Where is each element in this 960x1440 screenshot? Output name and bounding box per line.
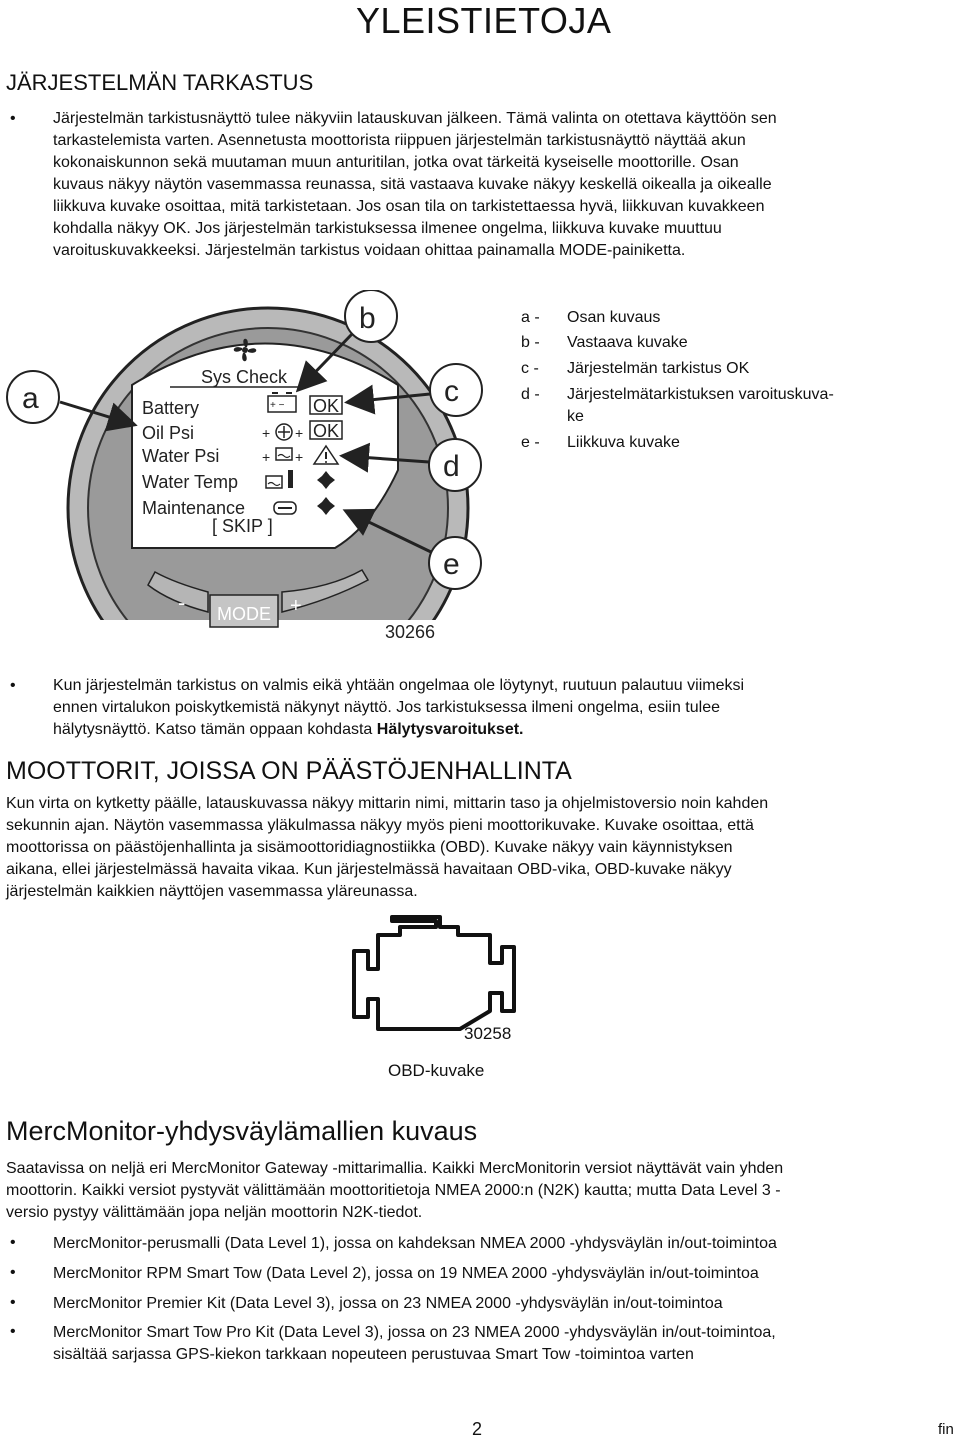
figure-number: 30266 xyxy=(385,622,436,642)
callout-label: e xyxy=(443,548,460,581)
mode-button[interactable] xyxy=(210,595,278,627)
legend-text: Järjestelmän tarkistus OK xyxy=(567,360,750,377)
legend-key: c - xyxy=(521,360,539,377)
paragraph-line: liikkuva kuvake osoittaa, mitä tarkistetaan. Jos osan tila on tarkistettaessa hyvä, liikkuvan kuvakkeen xyxy=(53,198,765,215)
sys-check-figure xyxy=(0,290,520,650)
row-water-temp: Water Temp xyxy=(142,472,239,492)
paragraph-line: Kun järjestelmän tarkistus on valmis eikä yhtään ongelmaa ole löytynyt, ruutuun palautuu viimeksi xyxy=(53,677,745,694)
paragraph-line: Saatavissa on neljä eri MercMonitor Gateway -mittarimallia. Kaikki MercMonitorin versiot näyttävät vain yhden xyxy=(6,1160,784,1177)
paragraph-line: tarkastelemista varten. Asennetusta moottorista riippuen järjestelmän tarkistusnäyttö näyttää akun xyxy=(53,132,746,149)
ok-badge-oil xyxy=(310,421,342,441)
row-oil-psi: Oil Psi xyxy=(142,423,195,443)
callout-label: d xyxy=(443,450,460,483)
paragraph-line: varoituskuvakkeeksi. Järjestelmän tarkistus voidaan ohittaa painamalla MODE-painiketta. xyxy=(53,242,686,259)
skip-label: [ SKIP ] xyxy=(212,516,273,536)
legend-key: a - xyxy=(521,309,540,326)
bullet-dot: • xyxy=(10,1294,16,1311)
paragraph-line xyxy=(53,719,744,741)
svg-text:+: + xyxy=(295,425,304,441)
bullet-dot: • xyxy=(10,1264,16,1281)
mercmonitor-bullet: MercMonitor RPM Smart Tow (Data Level 2), jossa on 19 NMEA 2000 -yhdysväylän in/out-toimintoa xyxy=(53,1265,759,1282)
paragraph-line: sekunnin ajan. Näytön vasemmassa yläkulmassa näkyy myös pieni moottorikuvake. Kuvake osoittaa, että xyxy=(6,817,754,834)
plus-label: + xyxy=(290,595,302,617)
mercmonitor-bullet: MercMonitor-perusmalli (Data Level 1), jossa on kahdeksan NMEA 2000 -yhdysväylän in/out-toimintoa xyxy=(53,1235,777,1252)
svg-text:+: + xyxy=(262,425,271,441)
emission-paragraph xyxy=(6,793,768,903)
ok-label: OK xyxy=(313,396,340,416)
paragraph-line: järjestelmän kaikkien näyttöjen vasemmassa yläreunassa. xyxy=(6,883,418,900)
paragraph-line: MercMonitor Smart Tow Pro Kit (Data Level 3), jossa on 23 NMEA 2000 -yhdysväylän in/out-toimintoa, xyxy=(53,1324,776,1341)
emission-heading: MOOTTORIT, JOISSA ON PÄÄSTÖJENHALLINTA xyxy=(6,757,572,785)
minus-label: - xyxy=(178,590,186,615)
legend-text: Liikkuva kuvake xyxy=(567,434,680,451)
ok-badge-battery xyxy=(310,396,342,416)
paragraph-line: aikana, ellei järjestelmässä havaita vikaa. Kun järjestelmässä havaitaan OBD-vika, OBD-kuvake näkyy xyxy=(6,861,732,878)
after-check-paragraph xyxy=(53,675,744,741)
mercmonitor-heading: MercMonitor-yhdysväylämallien kuvaus xyxy=(6,1116,478,1146)
paragraph-line: kuvaus näkyy näytön vasemmassa reunassa, sitä vastaava kuvake näkyy keskellä oikealla ja oikealle xyxy=(53,176,772,193)
paragraph-line: ennen virtalukon poiskytkemistä näkynyt näyttö. Jos tarkistuksessa ilmeni ongelma, esiin tulee xyxy=(53,699,720,716)
page-number: 2 xyxy=(472,1419,483,1439)
mercmonitor-bullet: MercMonitor Premier Kit (Data Level 3), jossa on 23 NMEA 2000 -yhdysväylän in/out-toimintoa xyxy=(53,1295,723,1312)
paragraph-line: kohdalla näkyy OK. Jos järjestelmän tarkistuksessa ilmenee ongelma, liikkuva kuvake muuttuu xyxy=(53,220,722,237)
paragraph-line: versio pystyy välittämään jopa neljän moottorin N2K-tiedot. xyxy=(6,1204,423,1221)
legend-text: Järjestelmätarkistuksen varoituskuva- xyxy=(567,386,834,403)
row-maintenance: Maintenance xyxy=(142,498,246,518)
obd-figure-number: 30258 xyxy=(464,1024,512,1043)
mercmonitor-bullet xyxy=(53,1322,776,1366)
svg-text:+ −: + − xyxy=(270,400,285,411)
paragraph-line: moottorin. Kaikki versiot pystyvät välittämään moottoritietoja NMEA 2000:n (N2K) kautta; mutta Data Level 3 - xyxy=(6,1182,781,1199)
callout-label: b xyxy=(359,302,376,335)
paragraph-line: sisältää sarjassa GPS-kiekon tarkkaan nopeuteen perustuvaa Smart Tow -toimintoa varten xyxy=(53,1346,694,1363)
mercmonitor-paragraph xyxy=(6,1158,783,1224)
screen-title: Sys Check xyxy=(201,367,288,387)
system-check-heading: JÄRJESTELMÄN TARKASTUS xyxy=(6,70,314,95)
language-code: fin xyxy=(938,1421,954,1438)
system-check-paragraph xyxy=(53,108,777,262)
legend-key: b - xyxy=(521,334,540,351)
section-title: YLEISTIETOJA xyxy=(356,0,612,41)
bullet-dot: • xyxy=(10,110,16,127)
bullet-dot: • xyxy=(10,1234,16,1251)
callout-label: c xyxy=(444,375,459,408)
obd-caption: OBD-kuvake xyxy=(388,1061,485,1080)
bullet-dot: • xyxy=(10,677,16,694)
mode-label: MODE xyxy=(217,604,271,624)
paragraph-line: moottorissa on päästöjenhallinta ja sisämoottoridiagnostiikka (OBD). Kuvake näkyy vain käynnistyksen xyxy=(6,839,733,856)
legend-text: Vastaava kuvake xyxy=(567,334,688,351)
paragraph-text: hälytysnäyttö. Katso tämän oppaan kohdasta xyxy=(53,721,377,738)
paragraph-line: Kun virta on kytketty päälle, latauskuvassa näkyy mittarin nimi, mittarin taso ja ohjelmistoversio noin kahden xyxy=(6,795,769,812)
legend-key: e - xyxy=(521,434,540,451)
svg-text:+: + xyxy=(295,449,304,465)
legend-text: Osan kuvaus xyxy=(567,309,661,326)
legend-text-continued: ke xyxy=(567,408,584,425)
row-battery: Battery xyxy=(142,398,200,418)
row-water-psi: Water Psi xyxy=(142,446,220,466)
legend-key: d - xyxy=(521,386,540,403)
svg-text:+: + xyxy=(262,449,271,465)
alarm-warnings-link[interactable]: Hälytysvaroitukset. xyxy=(376,721,524,738)
bullet-dot: • xyxy=(10,1323,16,1340)
ok-label: OK xyxy=(313,421,340,441)
paragraph-line: Järjestelmän tarkistusnäyttö tulee näkyviin latauskuvan jälkeen. Tämä valinta on otettava käyttöön sen xyxy=(53,110,777,127)
callout-label: a xyxy=(22,382,39,415)
paragraph-line: kokonaiskunnon sekä muutaman muun anturitilan, jotka ovat tärkeitä kyseiselle moottorille. Osan xyxy=(53,154,739,171)
